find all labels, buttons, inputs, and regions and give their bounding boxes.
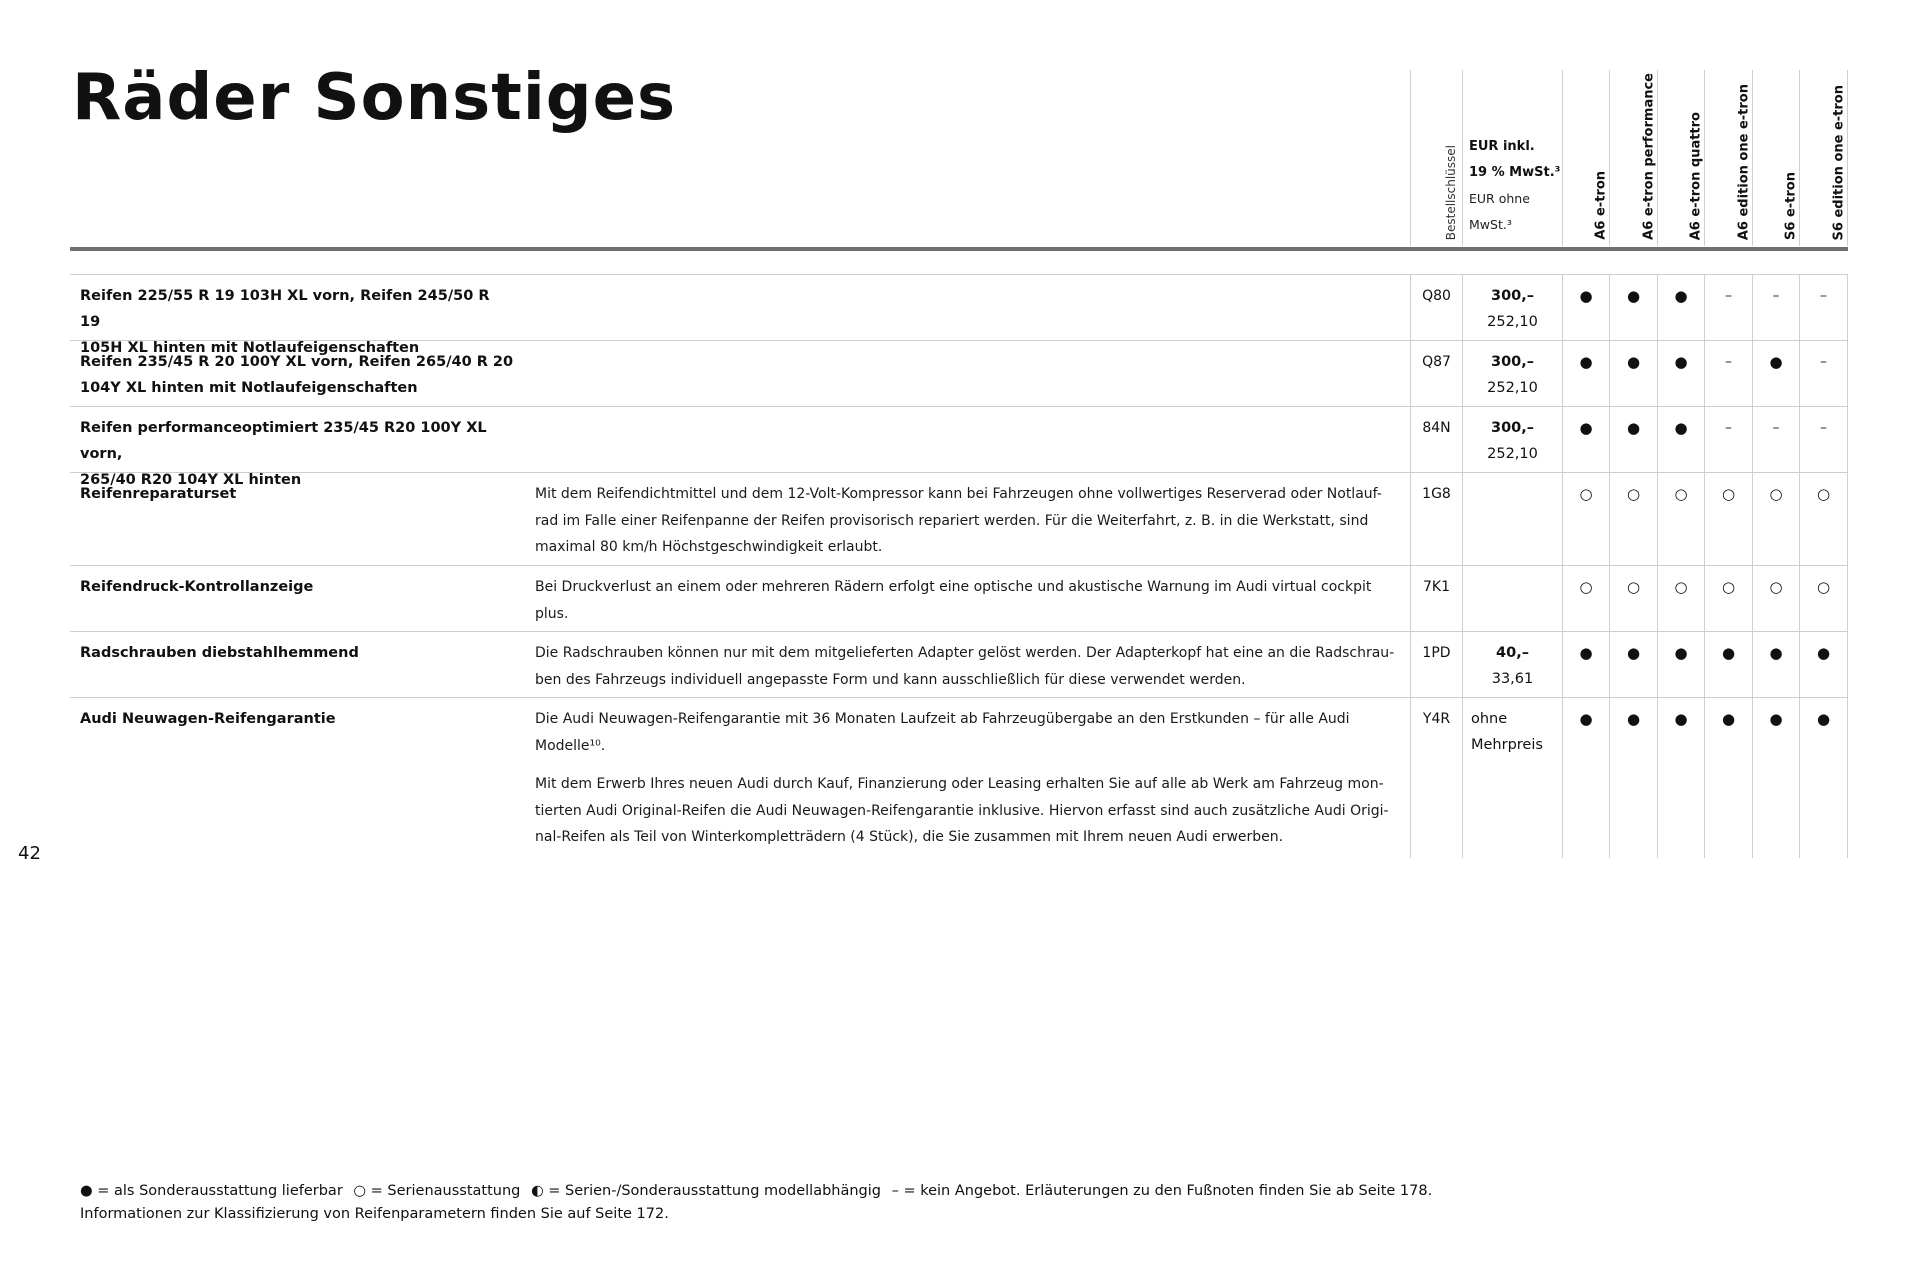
row-price (1462, 566, 1562, 631)
availability-mark: ○ (1562, 473, 1609, 565)
availability-mark: ● (1657, 341, 1704, 406)
availability-mark: – (1799, 407, 1848, 472)
header-model-label: A6 e-tron (1593, 171, 1609, 240)
availability-mark: ○ (1799, 566, 1848, 631)
row-name: Reifenreparaturset (80, 486, 237, 502)
availability-mark: ○ (1799, 473, 1848, 565)
table-row (70, 407, 1848, 488)
header-model-a6-quattro (1657, 70, 1704, 246)
availability-mark: ○ (1704, 566, 1752, 631)
row-price (1462, 473, 1562, 565)
availability-mark: ○ (1657, 566, 1704, 631)
table-row (70, 341, 1848, 407)
availability-mark: – (1799, 341, 1848, 406)
legend-optional: ● = als Sonderausstattung lieferbar (80, 1183, 343, 1199)
availability-mark: ● (1752, 698, 1799, 858)
header-model-label: S6 e-tron (1783, 172, 1799, 240)
row-description: Die Audi Neuwagen-Reifengarantie mit 36 Monaten Laufzeit ab Fahrzeugübergabe an den Erstkunden – für alle Audi Modelle¹⁰. Mit dem Erwerb Ihres neuen Audi durch Kauf, Finanzierung oder Leasing erhalten Sie auf alle ab Werk am Fahrzeug mon- tierten Audi Original-Reifen die Audi Neuwagen-Reifengarantie inklusive. Hiervon erfasst sind auch zusätzliche Audi Origi- nal-Reifen als Teil von Winterkompletträdern (4 Stück), die Sie zusammen mit Ihrem neuen Audi erwerben. (535, 711, 1389, 845)
header-model-a6-performance (1609, 70, 1657, 246)
availability-mark: ● (1752, 341, 1799, 406)
header-rule (70, 247, 1848, 251)
header-model-a6-edition-one (1704, 70, 1752, 246)
row-name: Audi Neuwagen-Reifengarantie (80, 711, 336, 727)
availability-mark: – (1704, 407, 1752, 472)
availability-mark: ● (1562, 275, 1609, 340)
row-price: 300,– 252,10 (1462, 341, 1562, 406)
availability-mark: ● (1799, 632, 1848, 697)
row-code: 7K1 (1410, 566, 1462, 631)
footer-legend (80, 1180, 1438, 1226)
availability-mark: ● (1562, 698, 1609, 858)
availability-mark: – (1704, 275, 1752, 340)
header-model-label: A6 e-tron quattro (1688, 111, 1704, 240)
header-model-s6 (1752, 70, 1799, 246)
header-code-label: Bestellschlüssel (1443, 144, 1458, 240)
header-price-net-1: EUR ohne (1469, 191, 1530, 206)
availability-mark: ● (1609, 341, 1657, 406)
header-price-gross-2: 19 % MwSt.³ (1469, 165, 1561, 180)
availability-mark: ● (1609, 632, 1657, 697)
header-price-gross-1: EUR inkl. (1469, 139, 1535, 154)
row-price: 300,– 252,10 (1462, 275, 1562, 340)
availability-mark: – (1799, 275, 1848, 340)
row-price: 40,– 33,61 (1462, 632, 1562, 697)
header-code (1410, 70, 1462, 246)
availability-mark: ● (1704, 632, 1752, 697)
row-price: ohne Mehrpreis (1462, 698, 1562, 858)
row-description: Die Radschrauben können nur mit dem mitgelieferten Adapter gelöst werden. Der Adapterkopf hat eine an die Radschrau- ben des Fahrzeugs individuell angepasste Form und kann ausschließlich für diese verwendet werden. (535, 645, 1395, 688)
availability-mark: ● (1562, 632, 1609, 697)
row-name: Reifen performanceoptimiert 235/45 R20 100Y XL vorn, 265/40 R20 104Y XL hinten (80, 420, 487, 488)
header-model-label: S6 edition one e-tron (1831, 84, 1846, 240)
row-code: Q80 (1410, 275, 1462, 340)
availability-mark: ● (1704, 698, 1752, 858)
page-number: 42 (18, 843, 41, 864)
row-price: 300,– 252,10 (1462, 407, 1562, 472)
availability-mark: ● (1799, 698, 1848, 858)
availability-mark: ○ (1657, 473, 1704, 565)
row-code: 1G8 (1410, 473, 1462, 565)
availability-mark: ● (1609, 275, 1657, 340)
header-model-s6-edition-one (1799, 70, 1848, 246)
availability-mark: ● (1609, 407, 1657, 472)
availability-mark: – (1752, 275, 1799, 340)
table-row (70, 698, 1848, 858)
availability-mark: ○ (1752, 473, 1799, 565)
row-code: Q87 (1410, 341, 1462, 406)
row-name: Reifen 235/45 R 20 100Y XL vorn, Reifen 265/40 R 20 104Y XL hinten mit Notlaufeigenschaften (80, 354, 514, 396)
availability-mark: ● (1657, 275, 1704, 340)
availability-mark: ● (1657, 632, 1704, 697)
availability-mark: ○ (1752, 566, 1799, 631)
availability-mark: ○ (1704, 473, 1752, 565)
availability-mark: ● (1657, 698, 1704, 858)
row-code: Y4R (1410, 698, 1462, 858)
availability-mark: ○ (1562, 566, 1609, 631)
row-description: Bei Druckverlust an einem oder mehreren Rädern erfolgt eine optische und akustische Warnung im Audi virtual cockpit plus. (535, 579, 1372, 622)
row-name: Reifen 225/55 R 19 103H XL vorn, Reifen 245/50 R 19 105H XL hinten mit Notlaufeigenschaften (80, 288, 490, 356)
legend-standard: ○ = Serienausstattung (353, 1183, 521, 1199)
availability-mark: – (1752, 407, 1799, 472)
availability-mark: ○ (1609, 473, 1657, 565)
table-row (70, 275, 1848, 356)
table-row (70, 566, 1848, 632)
footer-note: Informationen zur Klassifizierung von Reifenparametern finden Sie auf Seite 172. (80, 1206, 669, 1222)
table-row (70, 632, 1848, 698)
header-model-label: A6 e-tron performance (1641, 73, 1656, 240)
header-model-label: A6 edition one e-tron (1736, 83, 1751, 240)
availability-mark: ○ (1609, 566, 1657, 631)
availability-mark: ● (1752, 632, 1799, 697)
row-code: 1PD (1410, 632, 1462, 697)
row-name: Radschrauben diebstahlhemmend (80, 645, 359, 661)
legend-model: ◐ = Serien-/Sonderausstattung modellabhängig (530, 1183, 881, 1199)
header-price-net-2: MwSt.³ (1469, 217, 1512, 232)
page-title: Räder Sonstiges (72, 61, 677, 135)
availability-mark: – (1704, 341, 1752, 406)
availability-mark: ● (1609, 698, 1657, 858)
header-price (1462, 70, 1562, 246)
header-model-a6 (1562, 70, 1609, 246)
availability-mark: ● (1562, 407, 1609, 472)
row-code: 84N (1410, 407, 1462, 472)
row-name: Reifendruck-Kontrollanzeige (80, 579, 314, 595)
legend-none: – = kein Angebot. Erläuterungen zu den Fußnoten finden Sie ab Seite 178. (891, 1183, 1433, 1199)
availability-mark: ● (1562, 341, 1609, 406)
table-row (70, 473, 1848, 566)
availability-mark: ● (1657, 407, 1704, 472)
row-description: Mit dem Reifendichtmittel und dem 12-Volt-Kompressor kann bei Fahrzeugen ohne vollwertiges Reserverad oder Notlauf- rad im Falle einer Reifenpanne der Reifen provisorisch repariert werden. Für die Weiterfahrt, z. B. in die Werkstatt, sind maximal 80 km/h Höchstgeschwindigkeit erlaubt. (535, 486, 1382, 555)
